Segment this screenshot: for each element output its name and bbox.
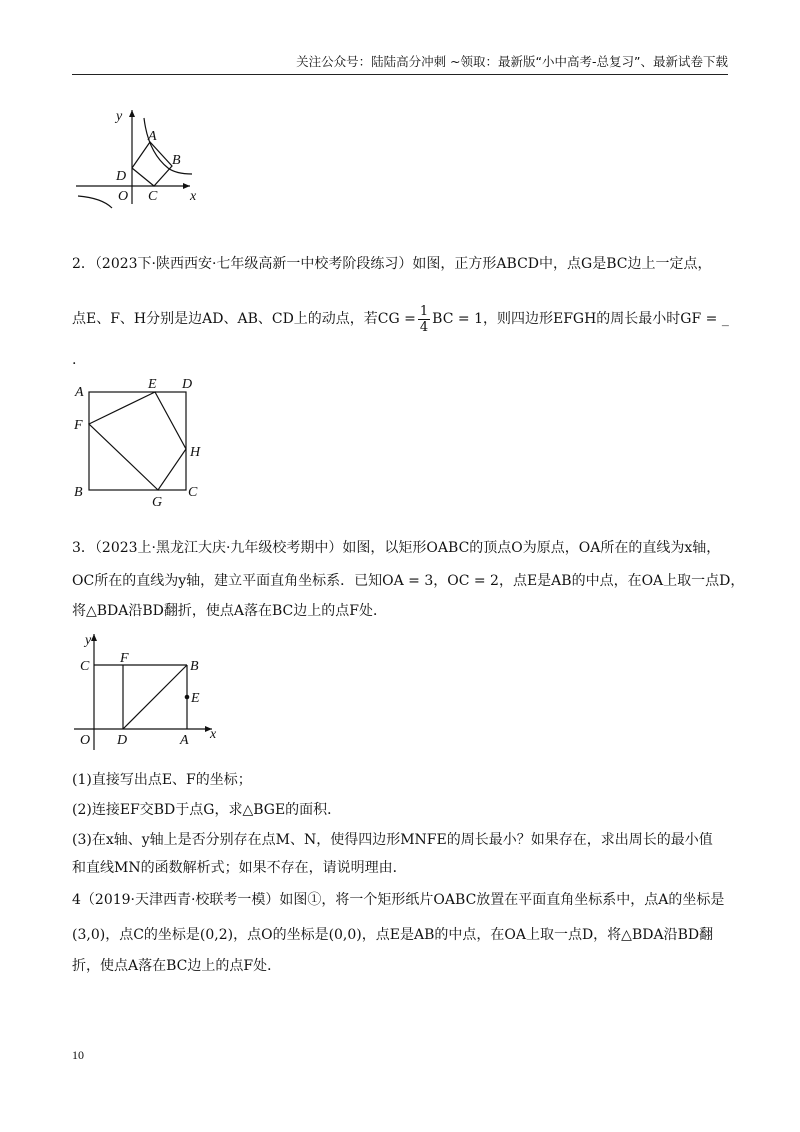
fig1-label-x: x xyxy=(190,189,197,204)
q2-line-2-part-a: 点E、F、H分别是边AD、AB、CD上的动点，若CG = xyxy=(72,311,416,327)
fig2-label-H: H xyxy=(190,445,201,460)
fig2-label-A: A xyxy=(75,385,84,400)
fig2-label-F: F xyxy=(74,418,83,433)
q4-line-2: (3,0)，点C的坐标是(0,2)，点O的坐标是(0,0)，点E是AB的中点，在OA上取一点D，将△BDA沿BD翻 xyxy=(72,927,714,943)
q2-line-3: . xyxy=(72,352,77,368)
page-number: 10 xyxy=(72,1048,84,1062)
q3-part-2: (2)连接EF交BD于点G，求△BGE的面积． xyxy=(72,802,342,818)
fig3-label-A: A xyxy=(180,733,189,748)
fig1-label-A: A xyxy=(148,129,157,144)
q4-line-3: 折，使点A落在BC边上的点F处． xyxy=(72,958,282,974)
fig3-label-C: C xyxy=(80,659,90,674)
fig3-label-B: B xyxy=(190,659,199,674)
figure-3-rectangle xyxy=(72,628,232,753)
q2-line-1: 2．（2023下·陕西西安·七年级高新一中校考阶段练习）如图，正方形ABCD中，点G是BC边上一定点， xyxy=(72,256,712,272)
q2-frac-den: 4 xyxy=(419,319,429,335)
q3-line-1: 3．（2023上·黑龙江大庆·九年级校考期中）如图，以矩形OABC的顶点O为原点，OA所在的直线为x轴， xyxy=(72,540,721,556)
fig2-label-C: C xyxy=(188,485,198,500)
fig1-label-O: O xyxy=(118,189,129,204)
q4-line-1: 4（2019·天津西青·校联考一模）如图①，将一个矩形纸片OABC放置在平面直角坐标系中，点A的坐标是 xyxy=(72,892,725,908)
fig3-label-D: D xyxy=(117,733,128,748)
q2-line-2 xyxy=(72,302,728,336)
q3-part-3-line-1: (3)在x轴、y轴上是否分别存在点M、N，使得四边形MNFE的周长最小？如果存在，求出周长的最小值 xyxy=(72,832,713,848)
q3-line-3: 将△BDA沿BD翻折，使点A落在BC边上的点F处． xyxy=(72,603,387,619)
q3-line-2: OC所在的直线为y轴，建立平面直角坐标系．已知OA = 3，OC = 2，点E是AB的中点，在OA上取一点D， xyxy=(72,573,745,589)
q2-line-2-part-b: BC = 1，则四边形EFGH的周长最小时GF = _ xyxy=(432,311,729,327)
fig1-label-y: y xyxy=(116,109,123,124)
q3-part-3-line-2: 和直线MN的函数解析式；如果不存在，请说明理由． xyxy=(72,860,407,876)
fig3-label-y: y xyxy=(85,633,92,648)
fig2-label-D: D xyxy=(182,377,193,392)
fig3-label-E: E xyxy=(191,691,200,706)
fig1-label-C: C xyxy=(148,189,158,204)
page-header: 关注公众号：陆陆高分冲刺 ~领取：最新版“小中高考-总复习”、最新试卷下载 xyxy=(72,52,728,75)
fig3-label-x: x xyxy=(210,727,217,742)
fig1-label-B: B xyxy=(172,153,181,168)
fig2-label-B: B xyxy=(74,485,83,500)
figure-2-square xyxy=(72,374,212,514)
fig3-label-F: F xyxy=(120,651,129,666)
q2-fraction xyxy=(418,304,430,335)
q2-frac-num: 1 xyxy=(419,303,429,319)
fig2-label-E: E xyxy=(148,377,157,392)
fig2-label-G: G xyxy=(152,495,163,510)
figure-1-hyperbola xyxy=(72,104,212,209)
fig3-label-O: O xyxy=(80,733,91,748)
fig1-label-D: D xyxy=(116,169,127,184)
q3-part-1: (1)直接写出点E、F的坐标； xyxy=(72,772,252,788)
